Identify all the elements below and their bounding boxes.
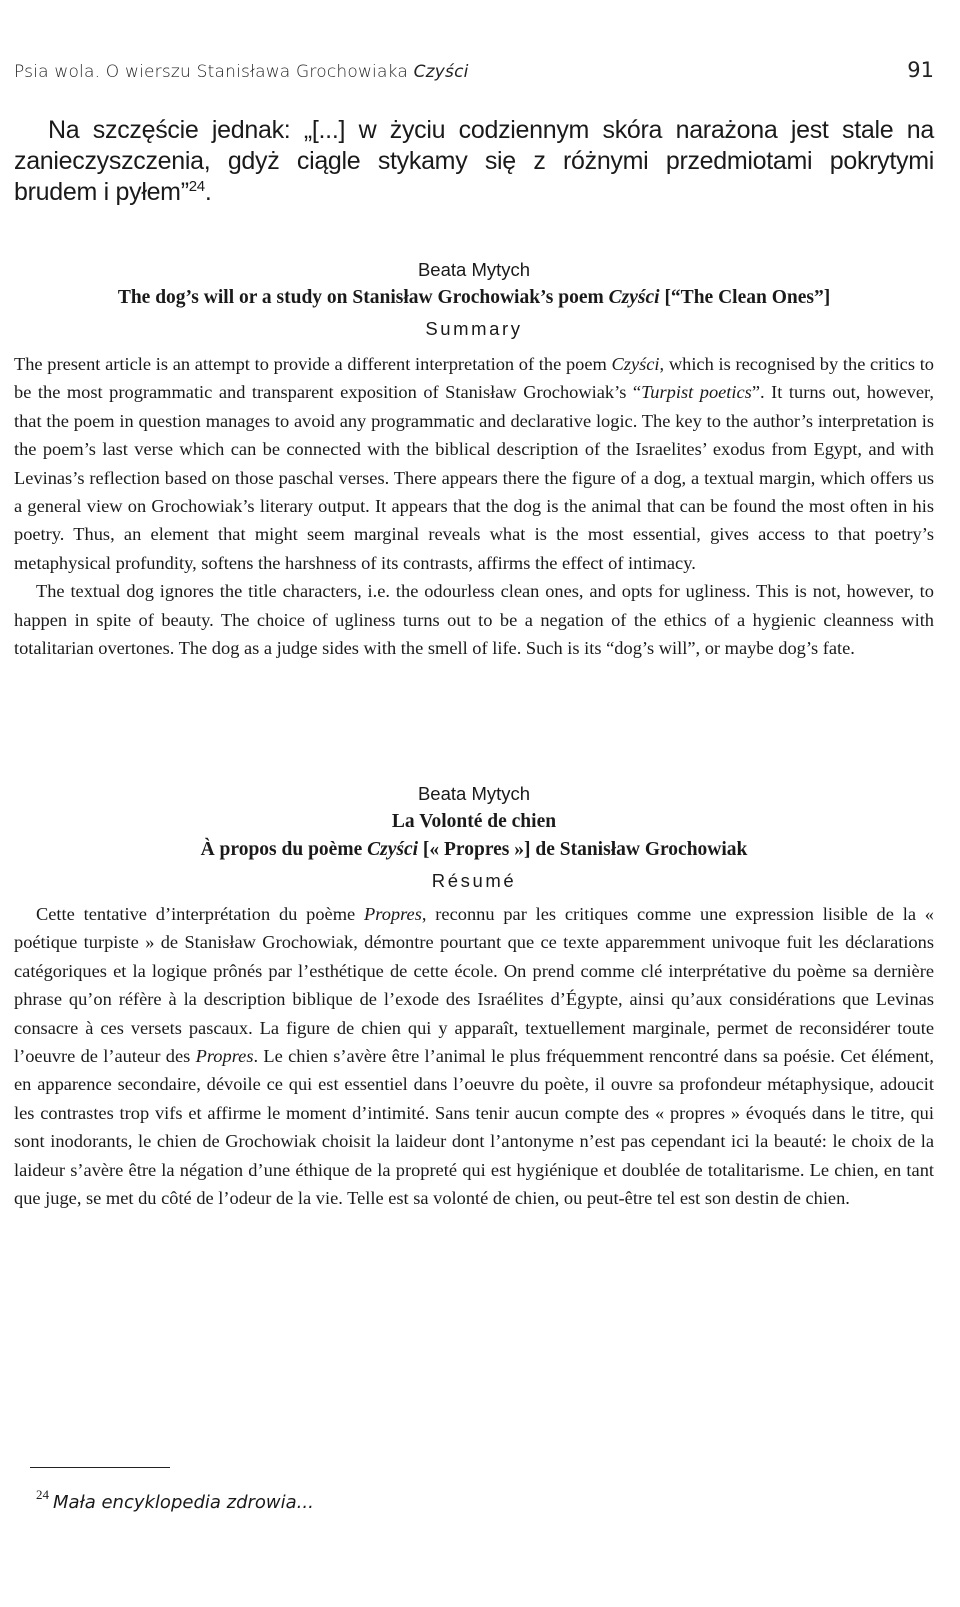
quote-end: . [204, 178, 212, 206]
page-number: 91 [907, 58, 934, 82]
summary-label: Summary [425, 318, 523, 339]
french-summary [14, 780, 934, 1212]
running-head-title: Psia wola. O wierszu Stanisława Grochowiaka Czyści [14, 62, 469, 82]
footnote [36, 1487, 314, 1514]
resume-title-2: À propos du poème Czyści [« Propres »] de Stanisław Grochowiak [200, 839, 748, 860]
running-head [14, 58, 934, 88]
summary-author: Beata Mytych [417, 259, 531, 280]
footnote-text: Mała encyklopedia zdrowia... [53, 1492, 314, 1513]
resume-body [14, 900, 934, 1212]
resume-paragraph: Cette tentative d’interprétation du poème Propres, reconnu par les critiques comme une expression lisible de la « poétique turpiste » de Stanisław Grochowiak, démontre pourtant que ce texte apparemment univoque fuit les déclarations catégoriques et la logique prônés par l’esthétique de cette école. On prend comme clé interprétative du poème sa dernière phrase qu’on réfère à la description biblique de l’exode des Israélites d’Égypte, ainsi qu’aux considérations que Levinas consacre à ces versets pascaux. La figure de chien qui y apparaît, textuellement marginale, permet de reconsidérer toute l’oeuvre de l’auteur des Propres. Le chien s’avère être l’animal le plus fréquemment rencontré dans sa poésie. Cet élément, en apparence secondaire, dévoile ce qui est essentiel dans l’oeuvre du poète, il ouvre sa profondeur métaphysique, adoucit les contrastes trop vifs et affirme le moment d’intimité. Sans tenir aucun compte des « propres » évoqués dans le titre, qui sont inodorants, le chien de Grochowiak choisit la laideur dont l’antonyme n’est pas cependant ici la beauté: le choix de la laideur s’avère être la négation d’une éthique de la propreté qui est hygiénique et doublée de totalitarisme. Le chien, en tant que juge, se met du côté de l’odeur de la vie. Telle est sa volonté de chien, ou peut-être tel est son destin de chien. [14, 904, 935, 1209]
footnote-number: 24 [36, 1487, 49, 1502]
quote-text: Na szczęście jednak: „[...] w życiu codziennym skóra narażona jest stale na zanieczyszczenia, gdyż ciągle stykamy się z różnymi przedmiotami pokrytymi brudem i pyłem” [14, 116, 934, 206]
summary-paragraph-1: The present article is an attempt to provide a different interpretation of the poem Czyści, which is recognised by the critics to be the most programmatic and transparent exposition of Stanisław Grochowiak’s “Turpist poetics”. It turns out, however, that the poem in question manages to avoid any programmatic and declarative logic. The key to the author’s interpretation is the poem’s last verse which can be connected with the biblical description of the Israelites’ exodus from Egypt, and with Levinas’s reflection based on those paschal verses. There appears there the figure of a dog, a textual margin, which offers us a general view on Grochowiak’s literary output. It appears that the dog is the animal that can be found the most often in his poetry. Thus, an element that might seem marginal reveals what is the most essential, gives access to that poetry’s metaphysical profundity, softens the harshness of its contrasts, affirms the effect of intimacy. [14, 354, 935, 573]
resume-title-1: La Volonté de chien [391, 811, 557, 832]
footnote-reference: 24 [188, 178, 205, 195]
summary-title-italic: Czyści [608, 287, 660, 308]
resume-label: Résumé [431, 870, 517, 891]
footnote-divider [30, 1467, 170, 1468]
quote-paragraph [14, 115, 934, 208]
page [14, 0, 934, 1607]
summary-title: The dog’s will or a study on Stanisław Grochowiak’s poem Czyści [“The Clean Ones”] [117, 287, 831, 308]
running-head-title-italic: Czyści [413, 62, 469, 82]
english-summary [14, 256, 934, 662]
resume-author: Beata Mytych [417, 783, 531, 804]
summary-body [14, 350, 934, 662]
summary-paragraph-2: The textual dog ignores the title characters, i.e. the odourless clean ones, and opts for ugliness. This is not, however, to happen in spite of beauty. The choice of ugliness turns out to be a negation of the ethics of a hygienic cleanness with totalitarian overtones. The dog as a judge sides with the smell of life. Such is its “dog’s will”, or maybe dog’s fate. [14, 581, 934, 659]
